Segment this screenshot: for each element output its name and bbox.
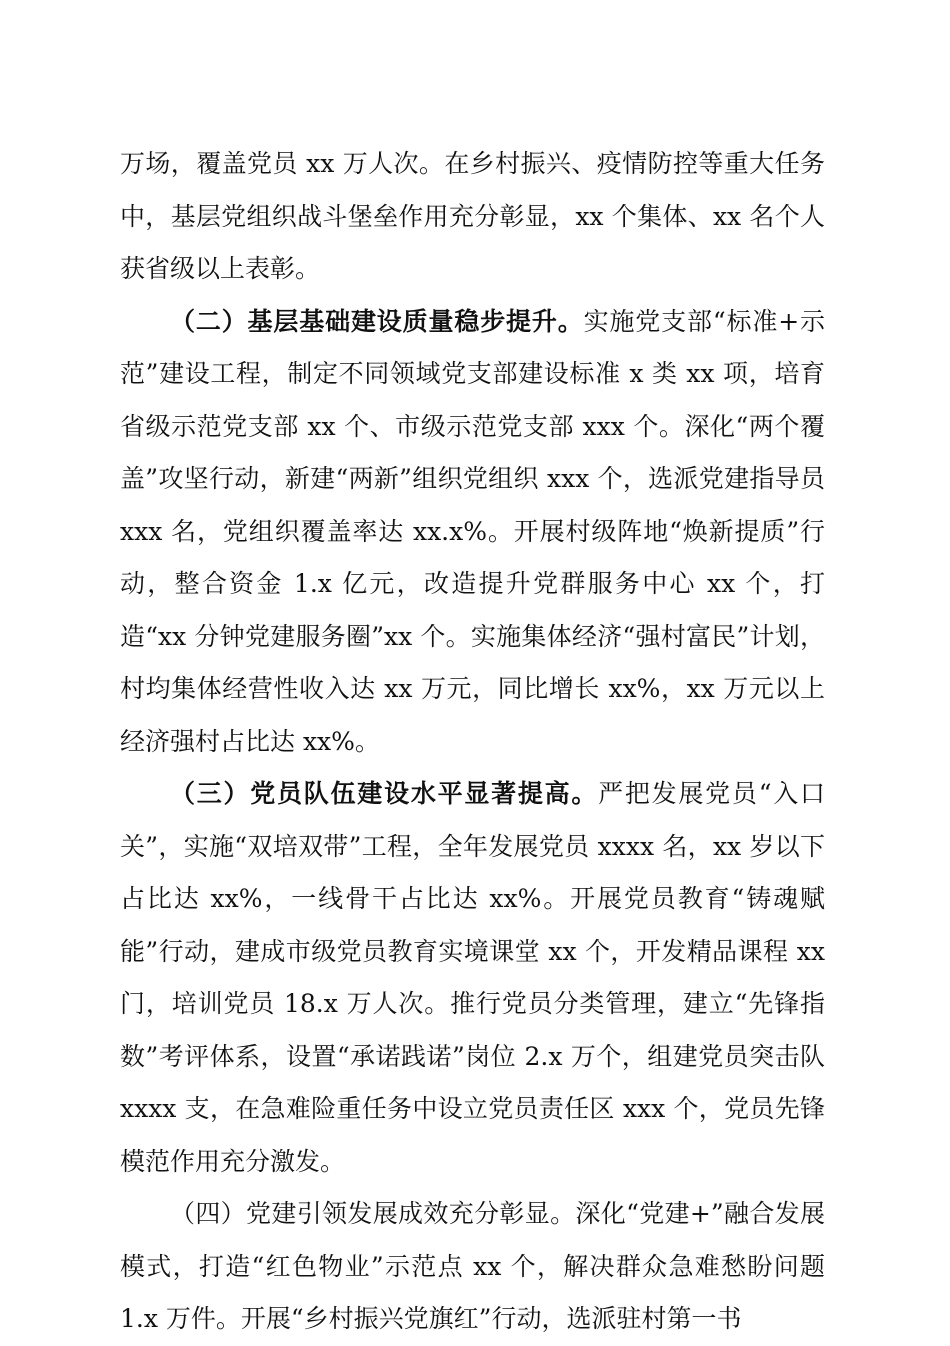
paragraph-text: 严把发展党员“入口关”，实施“双培双带”工程，全年发展党员 xxxx 名，xx 岁以下占比达 xx%，一线骨干占比达 xx%。开展党员教育“铸魂赋能”行动，建成市级党员教育实境课堂 xx 个，开发精品课程 xx 门，培训党员 18.x 万人次。推行党员分类管理，建立“先锋指数”考评体系，设置“承诺践诺”岗位 2.x 万个，组建党员突击队 xxxx 支，在急难险重任务中设立党员责任区 xxx 个，党员先锋模范作用充分激发。 xyxy=(120,779,825,1176)
document-body xyxy=(120,138,825,1346)
paragraph-continuation xyxy=(120,138,825,296)
section-heading: （三）党员队伍建设水平显著提高。 xyxy=(170,779,599,808)
paragraph-text: 万场，覆盖党员 xx 万人次。在乡村振兴、疫情防控等重大任务中，基层党组织战斗堡垒作用充分彰显，xx 个集体、xx 名个人获省级以上表彰。 xyxy=(120,149,825,283)
paragraph-text: （四）党建引领发展成效充分彰显。深化“党建+”融合发展模式，打造“红色物业”示范点 xx 个，解决群众急难愁盼问题 1.x 万件。开展“乡村振兴党旗红”行动，选派驻村第一书 xyxy=(120,1199,825,1333)
paragraph-section-3 xyxy=(120,768,825,1188)
paragraph-text: 实施党支部“标准+示范”建设工程，制定不同领域党支部建设标准 x 类 xx 项，培育省级示范党支部 xx 个、市级示范党支部 xxx 个。深化“两个覆盖”攻坚行动，新建“两新”组织党组织 xxx 个，选派党建指导员 xxx 名，党组织覆盖率达 xx.x%。开展村级阵地“焕新提质”行动，整合资金 1.x 亿元，改造提升党群服务中心 xx 个，打造“xx 分钟党建服务圈”xx 个。实施集体经济“强村富民”计划，村均集体经营性收入达 xx 万元，同比增长 xx%，xx 万元以上经济强村占比达 xx%。 xyxy=(120,306,825,756)
paragraph-section-4 xyxy=(120,1188,825,1346)
paragraph-section-2 xyxy=(120,296,825,769)
section-heading: （二）基层基础建设质量稳步提升。 xyxy=(170,306,584,336)
